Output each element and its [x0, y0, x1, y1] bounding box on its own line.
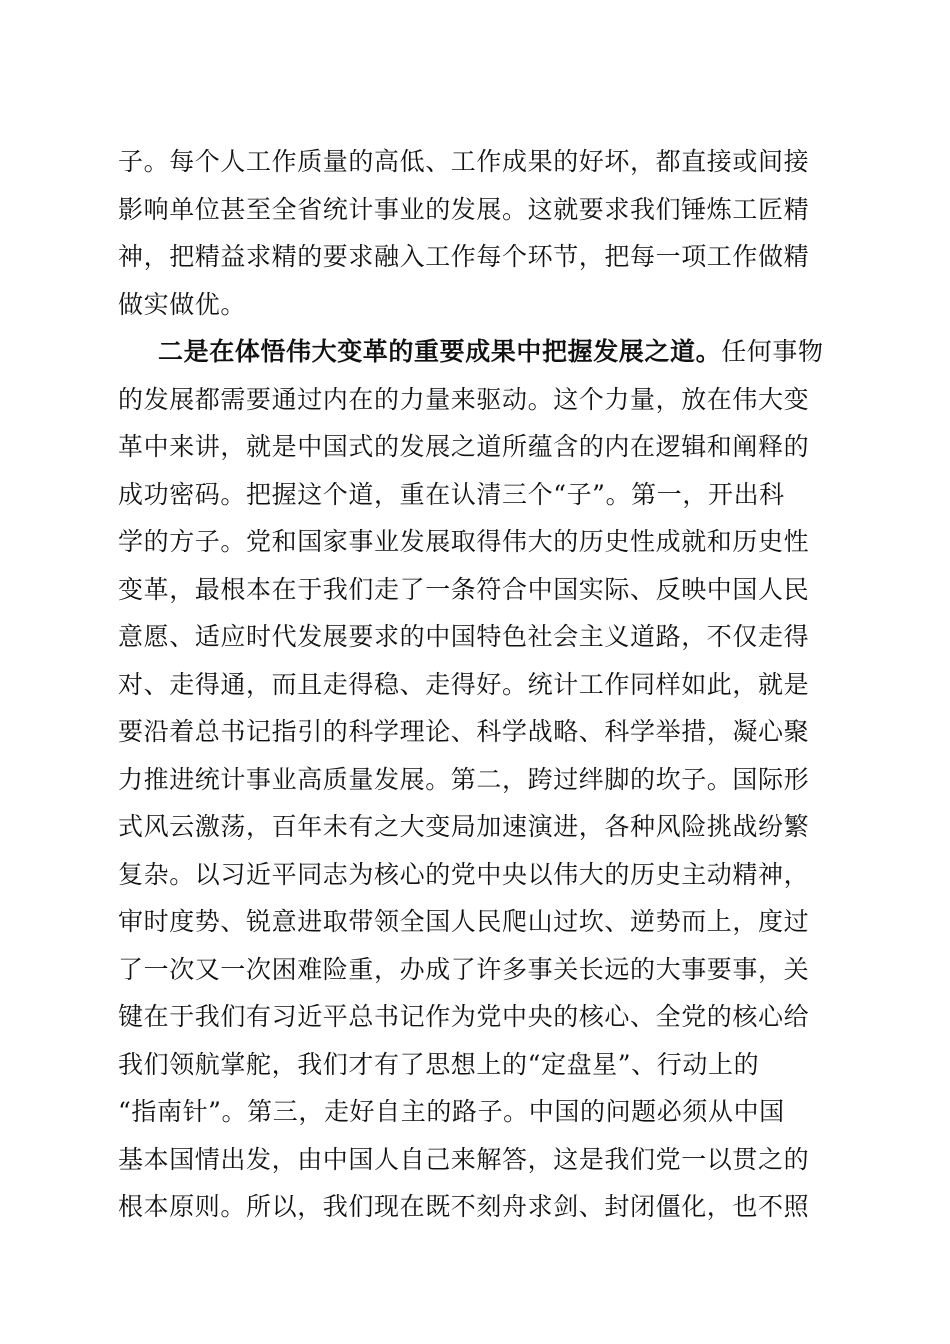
text-line: 要沿着总书记指引的科学理论、科学战略、科学举措，凝心聚: [118, 717, 810, 746]
text-line: 革中来讲，就是中国式的发展之道所蕴含的内在逻辑和阐释的: [118, 432, 810, 461]
text-line: 我们领航掌舵，我们才有了思想上的“定盘星”、行动上的: [118, 1049, 760, 1079]
text-line: “指南针”。第三，走好自主的路子。中国的问题必须从中国: [118, 1097, 785, 1126]
text-line: 影响单位甚至全省统计事业的发展。这就要求我们锤炼工匠精: [118, 194, 810, 224]
text-line: 键在于我们有习近平总书记作为党中央的核心、全党的核心给: [118, 1002, 810, 1031]
text-line: 学的方子。党和国家事业发展取得伟大的历史性成就和历史性: [118, 527, 810, 556]
text-line: 神，把精益求精的要求融入工作每个环节，把每一项工作做精: [118, 242, 810, 271]
text-line: 成功密码。把握这个道，重在认清三个“子”。第一，开出科: [118, 479, 785, 509]
text-line: 力推进统计事业高质量发展。第二，跨过绊脚的坎子。国际形: [118, 764, 810, 794]
text-line: 的发展都需要通过内在的力量来驱动。这个力量，放在伟大变: [118, 384, 810, 414]
text-line: 复杂。以习近平同志为核心的党中央以伟大的历史主动精神，: [118, 859, 810, 889]
text-line: 根本原则。所以，我们现在既不刻舟求剑、封闭僵化，也不照: [118, 1192, 810, 1221]
paragraph-first-line: [118, 328, 838, 376]
text-line: 变革，最根本在于我们走了一条符合中国实际、反映中国人民: [118, 574, 810, 604]
text-line: 基本国情出发，由中国人自己来解答，这是我们党一以贯之的: [118, 1144, 810, 1174]
text-line: 意愿、适应时代发展要求的中国特色社会主义道路，不仅走得: [118, 622, 810, 651]
text-line: 对、走得通，而且走得稳、走得好。统计工作同样如此，就是: [118, 669, 810, 699]
body-text: [118, 138, 838, 1231]
text-line: 式风云激荡，百年未有之大变局加速演进，各种风险挑战纷繁: [118, 812, 810, 841]
paragraph-heading: 二是在体悟伟大变革的重要成果中把握发展之道。: [158, 337, 722, 366]
text-line: 子。每个人工作质量的高低、工作成果的好坏，都直接或间接: [118, 147, 810, 176]
text-line: 了一次又一次困难险重，办成了许多事关长远的大事要事，关: [118, 954, 810, 984]
text-line: 做实做优。: [118, 289, 247, 319]
text-line: 审时度势、锐意进取带领全国人民爬山过坎、逆势而上，度过: [118, 907, 810, 936]
text-fragment: 任何事物: [721, 337, 824, 366]
